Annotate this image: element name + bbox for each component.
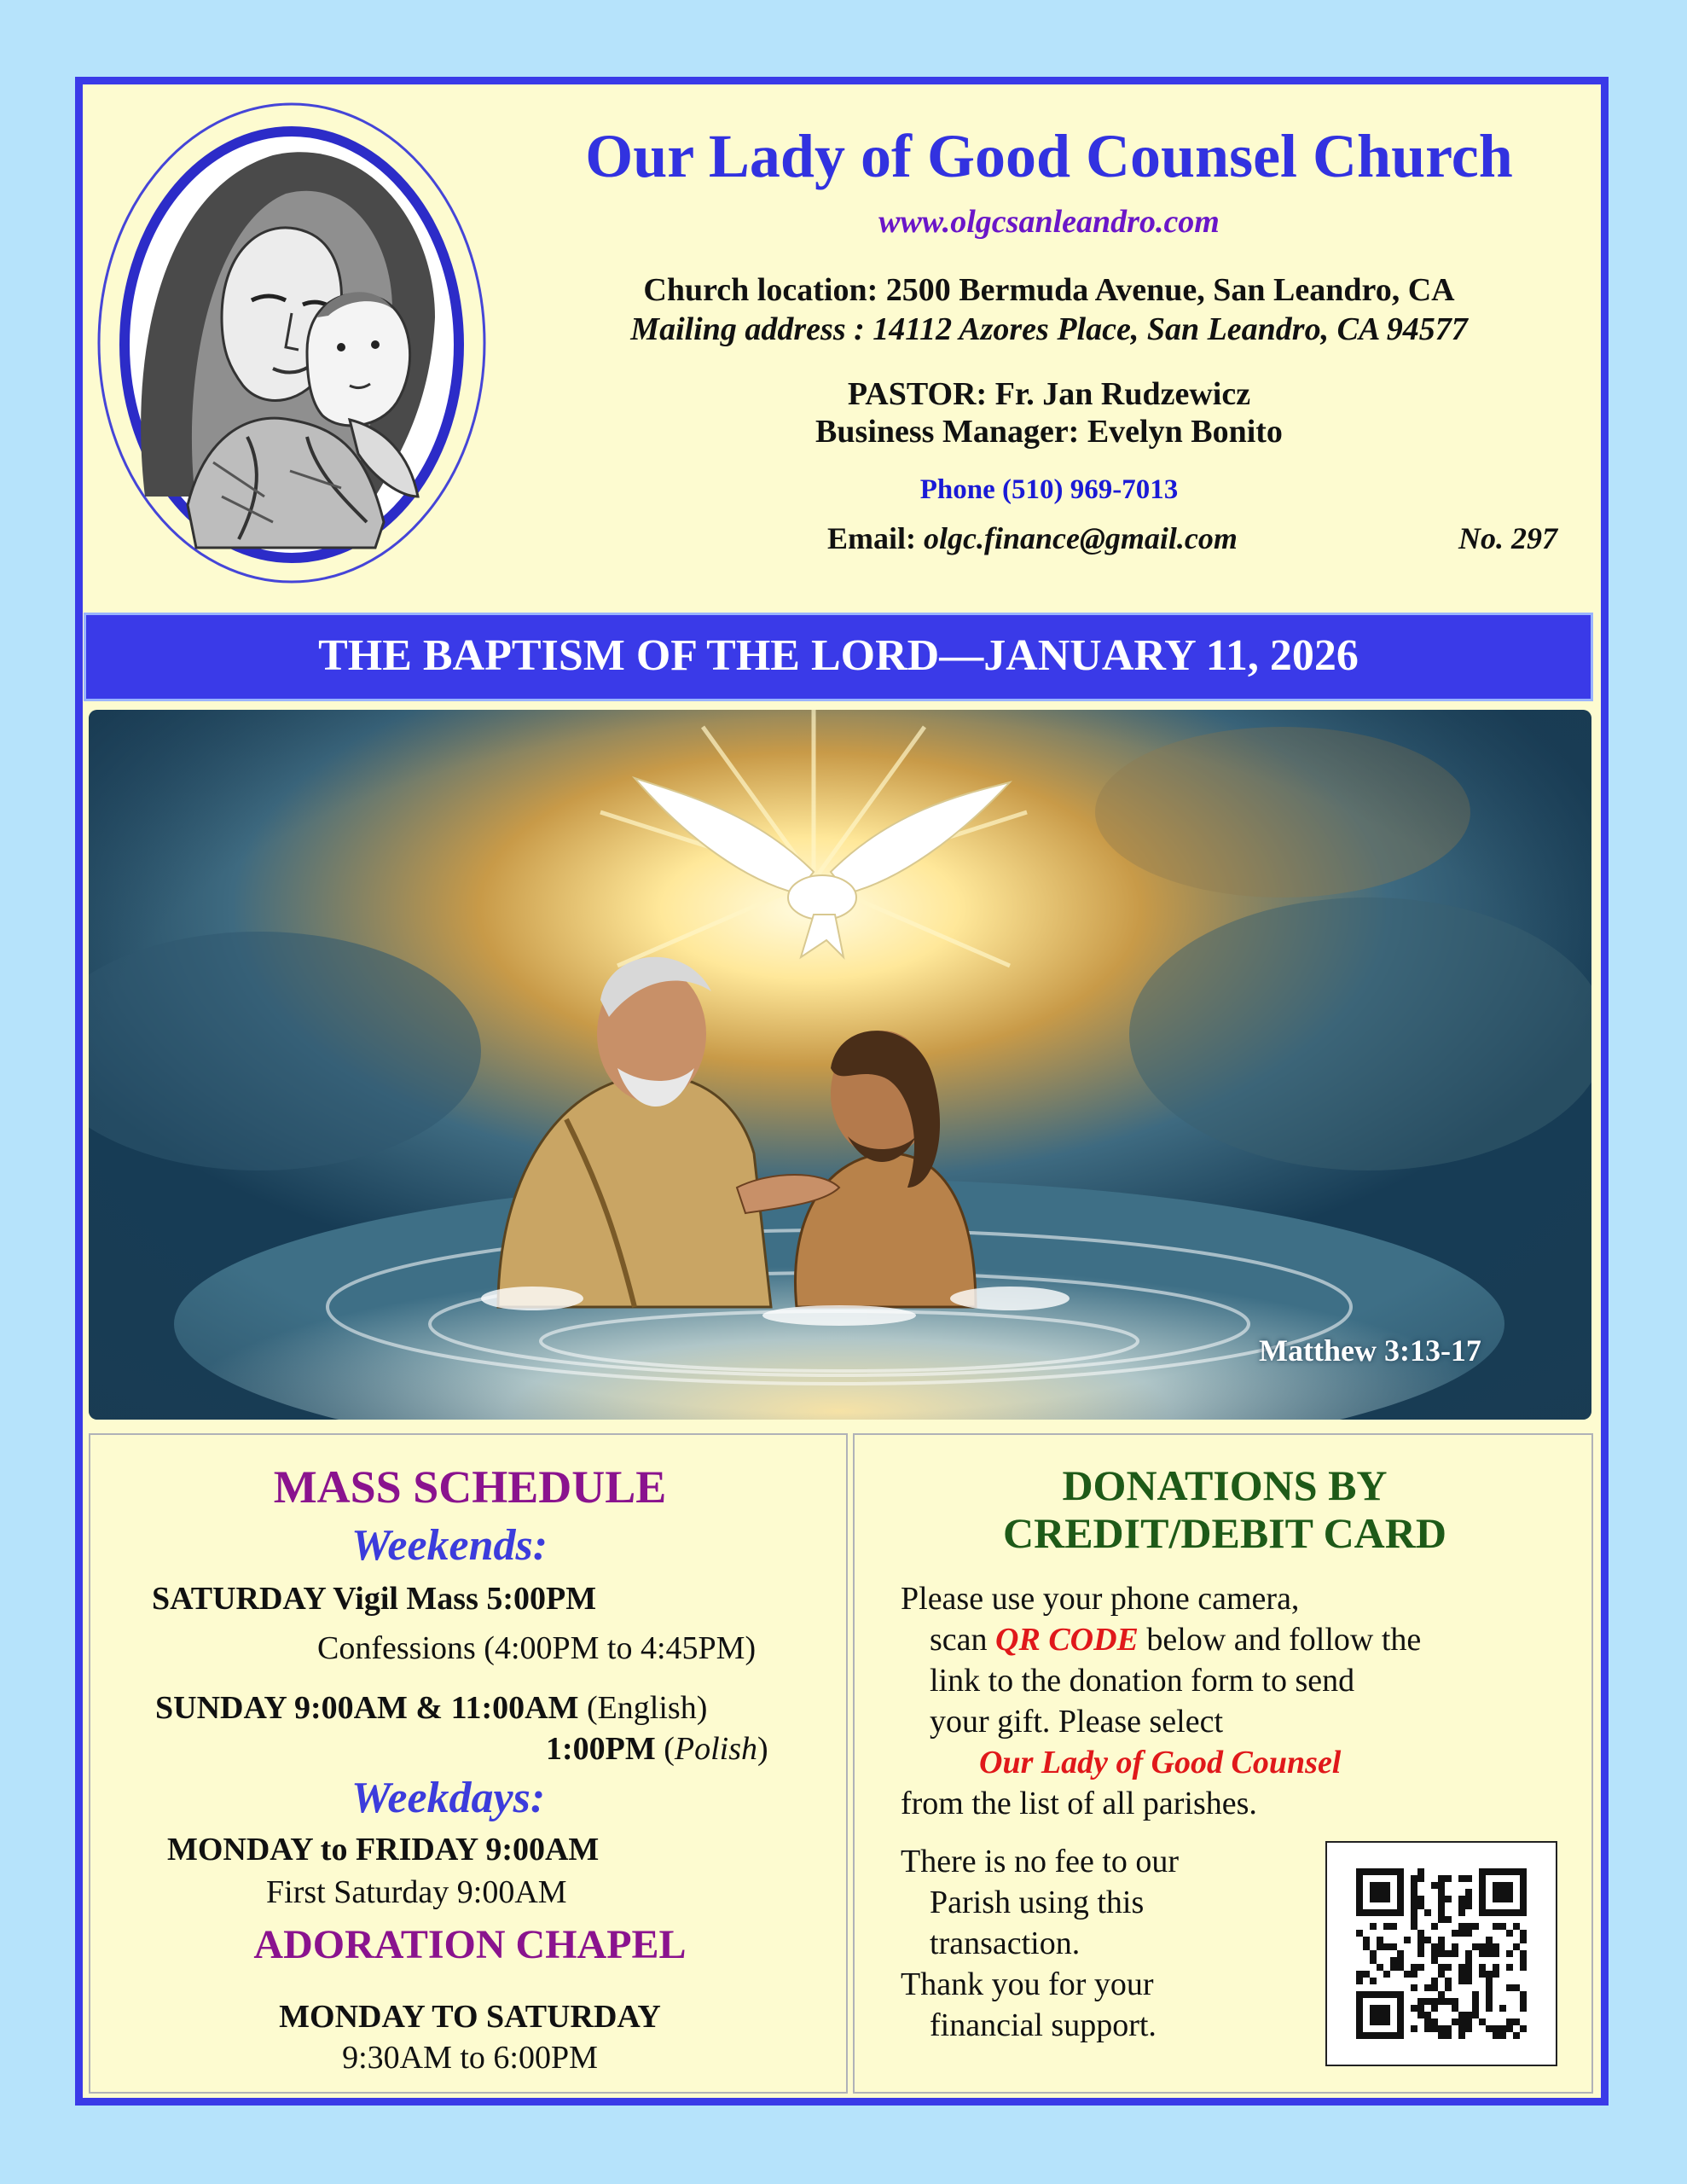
thanks-line1: Thank you for your	[901, 1966, 1154, 2002]
sunday-polish-mass	[546, 1730, 768, 1768]
adoration-chapel-title: ADORATION CHAPEL	[253, 1922, 687, 1967]
mass-schedule-title: MASS SCHEDULE	[273, 1461, 667, 1513]
email-line	[827, 520, 1238, 556]
church-name: Our Lady of Good Counsel Church	[585, 122, 1513, 190]
first-saturday-mass: First Saturday 9:00AM	[266, 1874, 567, 1910]
follow-text: below and follow the	[1138, 1622, 1422, 1658]
polish-language: Polish	[674, 1731, 758, 1767]
saturday-mass	[152, 1580, 596, 1618]
adoration-days	[90, 1998, 849, 2036]
feast-banner: THE BAPTISM OF THE LORD—JANUARY 11, 2026	[84, 613, 1593, 701]
donations-panel	[853, 1433, 1593, 2094]
weekday-mass	[167, 1831, 599, 1868]
polish-mass-time: 1:00PM	[546, 1731, 656, 1767]
weekdays-heading: Weekdays:	[351, 1774, 546, 1822]
adoration-hours: 9:30AM to 6:00PM	[342, 2040, 598, 2076]
qr-code-icon[interactable]	[1325, 1841, 1557, 2066]
no-fee-line1: There is no fee to our	[901, 1844, 1180, 1879]
scan-text: scan	[930, 1622, 996, 1658]
polish-paren-close: )	[757, 1731, 768, 1767]
mailing-address: Mailing address : 14112 Azores Place, San Leandro, CA 94577	[630, 311, 1468, 347]
parish-name-highlight: Our Lady of Good Counsel	[979, 1745, 1342, 1780]
no-fee-line2: Parish using this	[930, 1885, 1145, 1920]
confessions-time: Confessions (4:00PM to 4:45PM)	[317, 1630, 757, 1666]
business-manager: Business Manager: Evelyn Bonito	[815, 414, 1283, 450]
sunday-language: (English)	[578, 1690, 708, 1726]
donation-instruction-2	[930, 1621, 1421, 1658]
donation-instruction-3: link to the donation form to send	[930, 1663, 1355, 1699]
mass-schedule-panel	[89, 1433, 848, 2094]
weekday-mass-text: MONDAY to FRIDAY 9:00AM	[167, 1832, 600, 1867]
adoration-days-text: MONDAY TO SATURDAY	[279, 1999, 661, 2035]
donation-instruction-1: Please use your phone camera,	[901, 1581, 1300, 1617]
thanks-line2: financial support.	[930, 2007, 1157, 2043]
saturday-mass-text: SATURDAY Vigil Mass 5:00PM	[152, 1581, 597, 1617]
qr-code-label: QR CODE	[995, 1622, 1139, 1658]
pastor-name: PASTOR: Fr. Jan Rudzewicz	[847, 376, 1251, 412]
phone-number[interactable]: Phone (510) 969-7013	[919, 474, 1179, 505]
scripture-caption: Matthew 3:13-17	[1259, 1333, 1481, 1368]
polish-paren-open: (	[655, 1731, 675, 1767]
website-link[interactable]: www.olgcsanleandro.com	[878, 204, 1220, 240]
no-fee-line3: transaction.	[930, 1926, 1081, 1961]
church-location: Church location: 2500 Bermuda Avenue, San Leandro, CA	[643, 272, 1455, 308]
email-address[interactable]: olgc.finance@gmail.com	[924, 521, 1238, 555]
donation-instruction-4: your gift. Please select	[930, 1704, 1224, 1740]
weekends-heading: Weekends:	[351, 1521, 548, 1570]
donation-instruction-5: from the list of all parishes.	[901, 1786, 1257, 1821]
sunday-times: SUNDAY 9:00AM & 11:00AM	[155, 1690, 579, 1726]
donations-title-line1: DONATIONS BY	[1062, 1461, 1388, 1509]
email-label: Email:	[827, 521, 924, 555]
donations-title-line2: CREDIT/DEBIT CARD	[1002, 1509, 1447, 1557]
baptism-painting	[89, 710, 1591, 1420]
issue-number: No. 297	[1458, 521, 1557, 555]
sunday-mass	[155, 1689, 707, 1727]
madonna-logo-icon	[94, 96, 495, 592]
